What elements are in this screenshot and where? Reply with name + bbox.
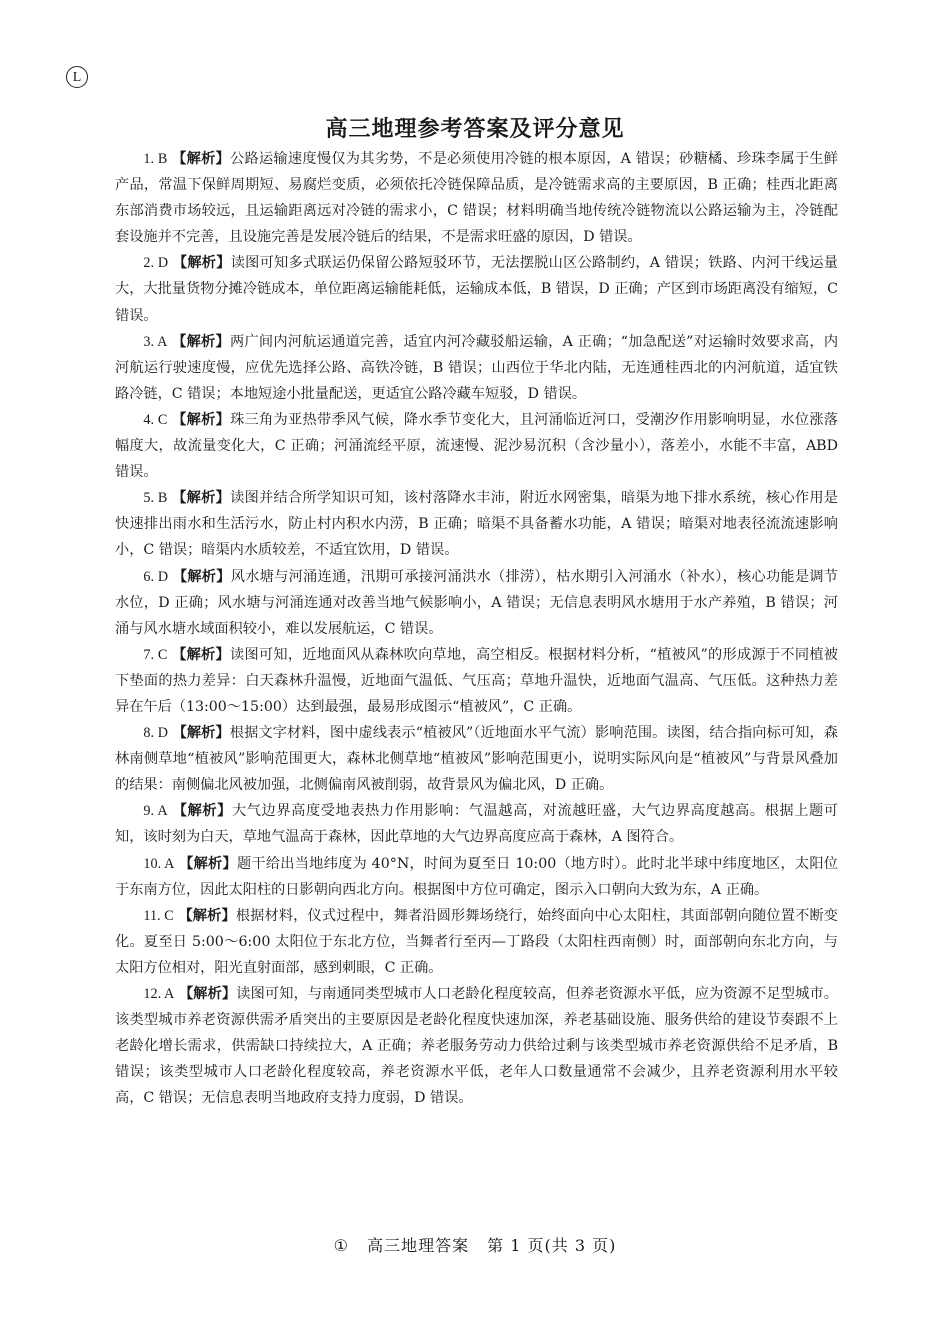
analysis-tag: 【解析】 xyxy=(178,986,237,1002)
footer-doc-name: 高三地理答案 xyxy=(367,1236,470,1255)
analysis-tag: 【解析】 xyxy=(172,151,231,167)
answer-item-6 xyxy=(115,564,838,642)
answer-item-11 xyxy=(115,903,838,981)
answer-text: 风水塘与河涌连通，汛期可承接河涌洪水（排涝），枯水期引入河涌水（补水），核心功能是调节水位，D 正确；风水塘与河涌连通对改善当地气候影响小，A 错误；无信息表明风水塘用于水产养殖，B 错误；河涌与风水塘水域面积较小，难以发展航运，C 错误。 xyxy=(115,568,838,637)
answer-number: 5. B xyxy=(143,490,168,507)
answer-list xyxy=(115,146,838,1111)
answer-item-4 xyxy=(115,407,838,485)
answer-item-2 xyxy=(115,250,838,328)
answer-number: 1. B xyxy=(143,151,168,167)
footer-circle-number: ① xyxy=(333,1236,349,1255)
footer-page-number: 第 1 页(共 3 页) xyxy=(487,1236,617,1255)
answer-item-7 xyxy=(115,642,838,720)
answer-number: 3. A xyxy=(143,333,168,350)
answer-number: 12. A xyxy=(143,986,175,1002)
answer-number: 9. A xyxy=(143,803,168,820)
analysis-tag: 【解析】 xyxy=(172,803,232,820)
answer-number: 6. D xyxy=(143,568,169,585)
answer-item-5 xyxy=(115,485,838,563)
analysis-tag: 【解析】 xyxy=(172,255,231,272)
answer-number: 4. C xyxy=(143,411,168,428)
answer-text: 读图并结合所学知识可知，该村落降水丰沛，附近水网密集，暗渠为地下排水系统，核心作用是快速排出雨水和生活污水，防止村内积水内涝，B 正确；暗渠不具备蓄水功能，A 错误；暗渠对地表径流流速影响小，C 错误；暗渠内水质较差，不适宜饮用，D 错误。 xyxy=(115,490,838,559)
answer-number: 8. D xyxy=(143,725,168,742)
page-title: 高三地理参考答案及评分意见 xyxy=(325,117,625,142)
answer-item-1 xyxy=(115,146,838,250)
analysis-tag: 【解析】 xyxy=(178,907,236,924)
analysis-tag: 【解析】 xyxy=(172,490,231,507)
answer-text: 根据材料，仪式过程中，舞者沿圆形舞场绕行，始终面向中心太阳柱，其面部朝向随位置不断变化。夏至日 5:00～6:00 太阳位于东北方位，当舞者行至丙—丁路段（太阳柱西南侧）时，面部朝向东北方向，与太阳方位相对，阳光直射面部，感到刺眼，C 正确。 xyxy=(115,907,838,976)
analysis-tag: 【解析】 xyxy=(172,725,230,742)
analysis-tag: 【解析】 xyxy=(172,568,231,585)
answer-text: 根据文字材料，图中虚线表示“植被风”（近地面水平气流）影响范围。读图，结合指向标可知，森林南侧草地“植被风”影响范围更大，森林北侧草地“植被风”影响范围更小，说明实际风向是“植被风”与背景风叠加的结果：南侧偏北风被加强，北侧偏南风被削弱，故背景风为偏北风，D 正确。 xyxy=(115,725,838,794)
answer-text: 两广间内河航运通道完善，适宜内河冷藏驳船运输，A 正确；“加急配送”对运输时效要求高，内河航运行驶速度慢，应优先选择公路、高铁冷链，B 错误；山西位于华北内陆，无连通桂西北的内河航道，适宜铁路冷链，C 错误；本地短途小批量配送，更适宜公路冷藏车短驳，D 错误。 xyxy=(115,333,839,402)
corner-mark: L xyxy=(66,66,88,88)
answer-text: 珠三角为亚热带季风气候，降水季节变化大，且河涌临近河口，受潮汐作用影响明显，水位涨落幅度大，故流量变化大，C 正确；河涌流经平原，流速慢、泥沙易沉积（含沙量小），落差小，水能不丰富，ABD 错误。 xyxy=(115,411,838,481)
answer-item-8 xyxy=(115,720,838,798)
answer-item-12 xyxy=(115,981,838,1111)
answer-number: 11. C xyxy=(143,907,174,924)
answer-text: 公路运输速度慢仅为其劣势，不是必须使用冷链的根本原因，A 错误；砂糖橘、珍珠李属于生鲜产品，常温下保鲜周期短、易腐烂变质，必须依托冷链保障品质，是冷链需求高的主要原因，B 正确；桂西北距离东部消费市场较远，且运输距离远对冷链的需求小，C 错误；材料明确当地传统冷链物流以公路运输为主，冷链配套设施并不完善，且设施完善是发展冷链后的结果，不是需求旺盛的原因，D 错误。 xyxy=(115,151,838,246)
answer-item-9 xyxy=(115,798,838,850)
analysis-tag: 【解析】 xyxy=(179,855,237,872)
answer-number: 7. C xyxy=(143,646,168,663)
answer-text: 读图可知，与南通同类型城市人口老龄化程度较高，但养老资源水平低，应为资源不足型城市。该类型城市养老资源供需矛盾突出的主要原因是老龄化程度快速加深，养老基础设施、服务供给的建设节奏跟不上老龄化增长需求，供需缺口持续拉大，A 正确；养老服务劳动力供给过剩与该类型城市养老资源供给不足矛盾，B 错误；该类型城市人口老龄化程度较高，养老资源水平低，老年人口数量通常不会减少，且养老资源利用水平较高，C 错误；无信息表明当地政府支持力度弱，D 错误。 xyxy=(115,986,838,1107)
answer-text: 题干给出当地纬度为 40°N，时间为夏至日 10:00（地方时）。此时北半球中纬度地区，太阳位于东南方位，因此太阳柱的日影朝向西北方向。根据图中方位可确定，图示入口朝向大致为东，A 正确。 xyxy=(115,855,838,898)
analysis-tag: 【解析】 xyxy=(172,333,230,350)
answer-text: 读图可知，近地面风从森林吹向草地，高空相反。根据材料分析，“植被风”的形成源于不同植被下垫面的热力差异：白天森林升温慢，近地面气温低、气压高；草地升温快，近地面气温高、气压低。这种热力差异在午后（13:00～15:00）达到最强，最易形成图示“植被风”，C 正确。 xyxy=(115,646,838,715)
answer-text: 读图可知多式联运仍保留公路短驳环节，无法摆脱山区公路制约，A 错误；铁路、内河干线运量大，大批量货物分摊冷链成本，单位距离运输能耗低，运输成本低，B 错误，D 正确；产区到市场距离没有缩短，C 错误。 xyxy=(115,255,838,324)
analysis-tag: 【解析】 xyxy=(172,411,231,428)
analysis-tag: 【解析】 xyxy=(172,646,230,663)
answer-number: 10. A xyxy=(143,855,175,872)
page-footer xyxy=(0,1233,950,1256)
answer-text: 大气边界高度受地表热力作用影响：气温越高，对流越旺盛，大气边界高度越高。根据上题可知，该时刻为白天，草地气温高于森林，因此草地的大气边界高度应高于森林，A 图符合。 xyxy=(115,803,838,846)
answer-item-10 xyxy=(115,851,838,903)
answer-item-3 xyxy=(115,329,838,407)
answer-number: 2. D xyxy=(143,255,169,272)
